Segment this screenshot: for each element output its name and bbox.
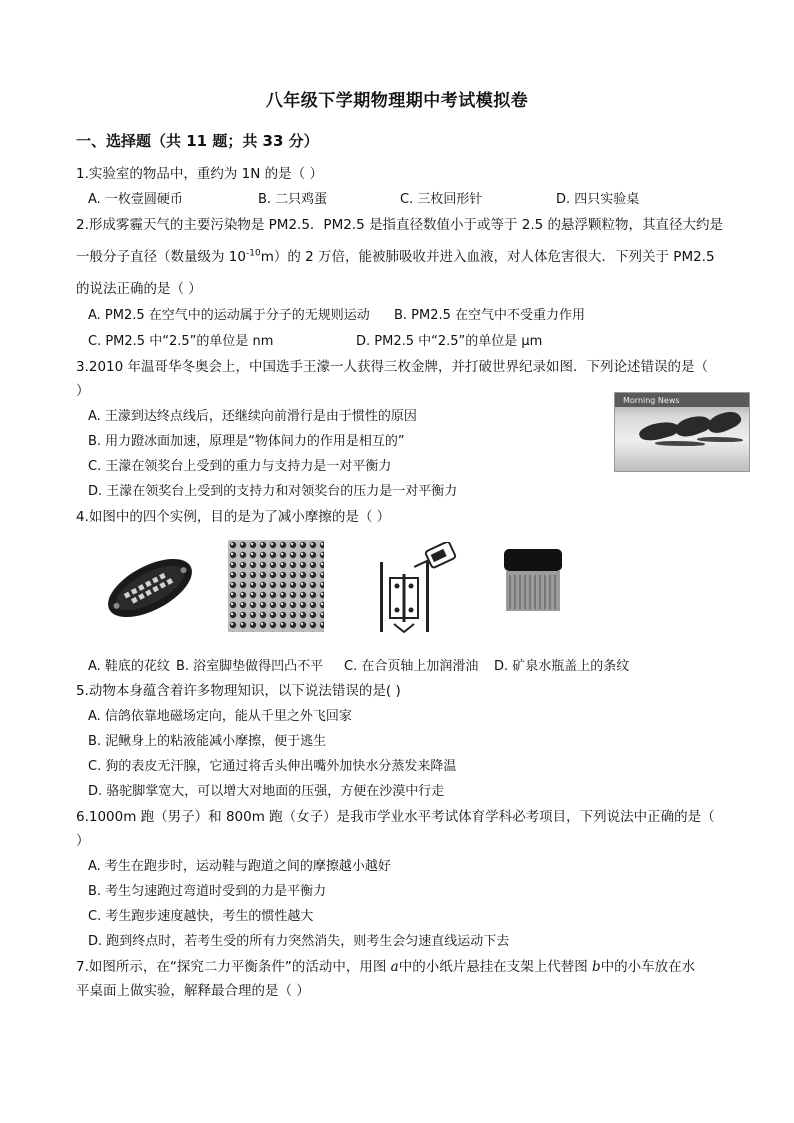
q1-option-c: C. 三枚回形针 xyxy=(400,192,483,207)
q1-option-d: D. 四只实验桌 xyxy=(556,192,640,207)
q3-option-a: A. 王濛到达终点线后，还继续向前滑行是由于惯性的原因 xyxy=(88,409,417,424)
q1-option-a: A. 一枚壹圆硬币 xyxy=(88,192,183,207)
q6-option-d: D. 跑到终点时，若考生受的所有力突然消失，则考生会匀速直线运动下去 xyxy=(88,934,510,949)
q5-option-b: B. 泥鳅身上的粘液能减小摩擦，便于逃生 xyxy=(88,734,327,749)
exam-title: 八年级下学期物理期中考试模拟卷 xyxy=(265,91,529,111)
q2-option-a: A. PM2.5 在空气中的运动属于分子的无规则运动 xyxy=(88,308,370,323)
q2-option-d: D. PM2.5 中“2.5”的单位是 μm xyxy=(356,334,543,349)
q4-option-b: B. 浴室脚垫做得凹凸不平 xyxy=(176,659,324,674)
question-4: 4.如图中的四个实例，目的是为了减小摩擦的是（ ） xyxy=(76,509,391,525)
photo-caption: Morning News xyxy=(623,396,680,405)
q6-option-c: C. 考生跑步速度越快，考生的惯性越大 xyxy=(88,909,314,924)
question-2-line-1: 2.形成雾霾天气的主要污染物是 PM2.5．PM2.5 是指直径数值小于或等于 2.5 的悬浮颗粒物，其直径大约是 xyxy=(76,217,724,233)
shoe-sole-image xyxy=(98,545,202,631)
section-heading: 一、选择题（共 11 题；共 33 分） xyxy=(76,132,319,150)
question-2-line-3: 的说法正确的是（ ） xyxy=(76,281,202,297)
bottle-cap-image xyxy=(500,545,566,615)
question-1: 1.实验室的物品中，重约为 1N 的是（ ） xyxy=(76,166,323,182)
q4-option-a: A. 鞋底的花纹 xyxy=(88,659,170,674)
q3-option-d: D. 王濛在领奖台上受到的支持力和对领奖台的压力是一对平衡力 xyxy=(88,484,458,499)
question-5: 5.动物本身蕴含着许多物理知识，以下说法错误的是( ) xyxy=(76,683,401,699)
question-7-line-1: 7.如图所示，在“探究二力平衡条件”的活动中，用图 a中的小纸片悬挂在支架上代替图 b中的小车放在水 xyxy=(76,959,696,975)
question-6-line-2: ） xyxy=(76,833,90,849)
question-3-line-1: 3.2010 年温哥华冬奥会上，中国选手王濛一人获得三枚金牌，并打破世界纪录如图．下列论述错误的是（ xyxy=(76,359,709,375)
q2-option-c: C. PM2.5 中“2.5”的单位是 nm xyxy=(88,334,274,349)
q6-option-b: B. 考生匀速跑过弯道时受到的力是平衡力 xyxy=(88,884,327,899)
q5-option-c: C. 狗的表皮无汗腺，它通过将舌头伸出嘴外加快水分蒸发来降温 xyxy=(88,759,457,774)
question-3-line-2: ） xyxy=(76,383,90,399)
q1-option-b: B. 二只鸡蛋 xyxy=(258,192,328,207)
q6-option-a: A. 考生在跑步时，运动鞋与跑道之间的摩擦越小越好 xyxy=(88,859,391,874)
q5-option-a: A. 信鸽依靠地磁场定向，能从千里之外飞回家 xyxy=(88,709,352,724)
q4-option-d: D. 矿泉水瓶盖上的条纹 xyxy=(494,659,630,674)
bath-mat-image xyxy=(228,540,324,632)
q3-option-c: C. 王濛在领奖台上受到的重力与支持力是一对平衡力 xyxy=(88,459,392,474)
question-7-line-2: 平桌面上做实验，解释最合理的是（ ） xyxy=(76,983,310,999)
hinge-oil-image xyxy=(372,542,462,634)
q4-option-c: C. 在合页轴上加润滑油 xyxy=(344,659,479,674)
q5-option-d: D. 骆驼脚掌宽大，可以增大对地面的压强，方便在沙漠中行走 xyxy=(88,784,445,799)
speed-skating-photo xyxy=(614,392,750,472)
q3-option-b: B. 用力蹬冰面加速，原理是“物体间力的作用是相互的” xyxy=(88,434,405,449)
question-2-line-2: 一般分子直径（数量级为 $10^{-10}m$）的 2 万倍，能被肺吸收并进入血液，对人体危害很大．下列关于 PM2.5 xyxy=(76,248,715,265)
question-6-line-1: 6.1000m 跑（男子）和 800m 跑（女子）是我市学业水平考试体育学科必考项目，下列说法中正确的是（ xyxy=(76,809,715,825)
q2-option-b: B. PM2.5 在空气中不受重力作用 xyxy=(394,308,586,323)
